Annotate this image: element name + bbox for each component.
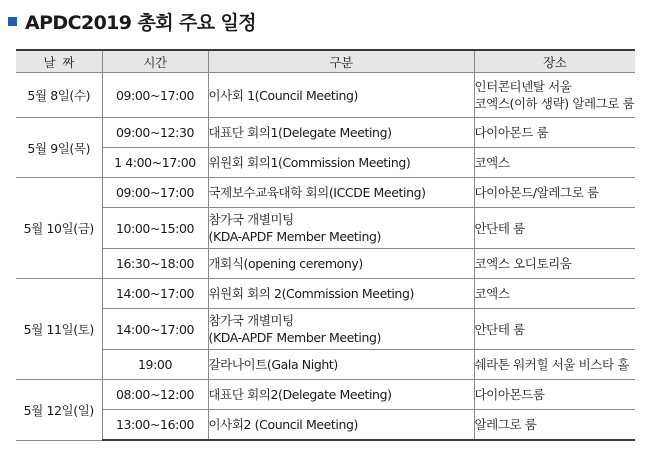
category-line: 갈라나이트(Gala Night): [208, 357, 338, 372]
table-row: [16, 410, 635, 441]
time-cell: 19:00: [102, 350, 208, 380]
date-cell: 5월 10일(금): [16, 178, 102, 279]
place-line: 코엑스: [474, 286, 510, 301]
time-cell: 1 4:00~17:00: [102, 148, 208, 178]
category-cell: [208, 410, 474, 441]
time-cell: 16:30~18:00: [102, 249, 208, 279]
table-row: [16, 208, 635, 249]
category-line: (KDA-APDF Member Meeting): [208, 229, 382, 244]
time-cell: 09:00~17:00: [102, 73, 208, 118]
time-cell: 08:00~12:00: [102, 380, 208, 410]
date-cell: 5월 12일(일): [16, 380, 102, 441]
category-line: 이사회 1(Council Meeting): [208, 87, 359, 103]
category-line: 이사회2 (Council Meeting): [208, 417, 359, 432]
place-cell: [474, 178, 635, 208]
category-line: 참가국 개별미팅: [208, 212, 294, 227]
place-line: 안단테 룸: [474, 220, 525, 236]
category-line: 개회식(opening ceremony): [208, 256, 363, 271]
header-date: 날 짜: [16, 50, 102, 73]
place-line: 다이아몬드룸: [474, 387, 545, 402]
place-line: 쉐라톤 워커힐 서울 비스타 홀: [474, 357, 629, 372]
table-row: [16, 279, 635, 309]
category-line: 참가국 개별미팅: [208, 313, 294, 328]
category-line: (KDA-APDF Member Meeting): [208, 330, 382, 345]
table-row: [16, 249, 635, 279]
category-cell: [208, 178, 474, 208]
category-cell: [208, 249, 474, 279]
category-cell: [208, 148, 474, 178]
time-cell: 10:00~15:00: [102, 208, 208, 249]
place-line: 코엑스(이하 생략) 알레그로 룸: [474, 96, 635, 111]
table-row: [16, 118, 635, 148]
time-cell: 14:00~17:00: [102, 279, 208, 309]
table-row: [16, 73, 635, 118]
category-cell: [208, 118, 474, 148]
date-cell: 5월 8일(수): [16, 73, 102, 118]
time-cell: 09:00~17:00: [102, 178, 208, 208]
time-cell: 14:00~17:00: [102, 309, 208, 350]
place-cell: [474, 380, 635, 410]
place-line: 코엑스 오디토리움: [474, 256, 572, 271]
category-cell: [208, 380, 474, 410]
place-cell: [474, 148, 635, 178]
page-title: [8, 4, 256, 38]
place-cell: [474, 208, 635, 249]
time-cell: 09:00~12:30: [102, 118, 208, 148]
place-cell: [474, 279, 635, 309]
schedule-table: [16, 49, 635, 441]
title-text: APDC2019 총회 주요 일정: [25, 11, 256, 34]
category-cell: [208, 208, 474, 249]
header-category: 구분: [208, 50, 474, 73]
category-cell: [208, 350, 474, 380]
category-line: 위원회 회의1(Commission Meeting): [208, 155, 411, 170]
header-row: [16, 50, 635, 73]
table-row: [16, 380, 635, 410]
header-time: 시간: [102, 50, 208, 73]
table-row: [16, 178, 635, 208]
place-line: 다이아몬드 룸: [474, 125, 549, 140]
category-cell: [208, 73, 474, 118]
place-line: 인터콘티넨탈 서울: [474, 79, 572, 94]
category-line: 대표단 회의1(Delegate Meeting): [208, 125, 392, 140]
square-bullet-icon: [8, 17, 17, 26]
category-cell: [208, 279, 474, 309]
table-row: [16, 309, 635, 350]
place-cell: [474, 410, 635, 441]
date-cell: 5월 11일(토): [16, 279, 102, 380]
place-cell: [474, 73, 635, 118]
header-place: 장소: [474, 50, 635, 73]
place-line: 안단테 룸: [474, 321, 525, 337]
date-cell: 5월 9일(목): [16, 118, 102, 178]
time-cell: 13:00~16:00: [102, 410, 208, 441]
category-line: 국제보수교육대학 회의(ICCDE Meeting): [208, 185, 426, 200]
category-line: 위원회 회의 2(Commission Meeting): [208, 286, 414, 301]
place-cell: [474, 118, 635, 148]
category-line: 대표단 회의2(Delegate Meeting): [208, 387, 392, 402]
table-row: [16, 350, 635, 380]
table-row: [16, 148, 635, 178]
place-cell: [474, 309, 635, 350]
place-line: 다이아몬드/알레그로 룸: [474, 185, 599, 200]
place-cell: [474, 350, 635, 380]
category-cell: [208, 309, 474, 350]
place-line: 알레그로 룸: [474, 417, 537, 432]
place-cell: [474, 249, 635, 279]
place-line: 코엑스: [474, 155, 510, 170]
